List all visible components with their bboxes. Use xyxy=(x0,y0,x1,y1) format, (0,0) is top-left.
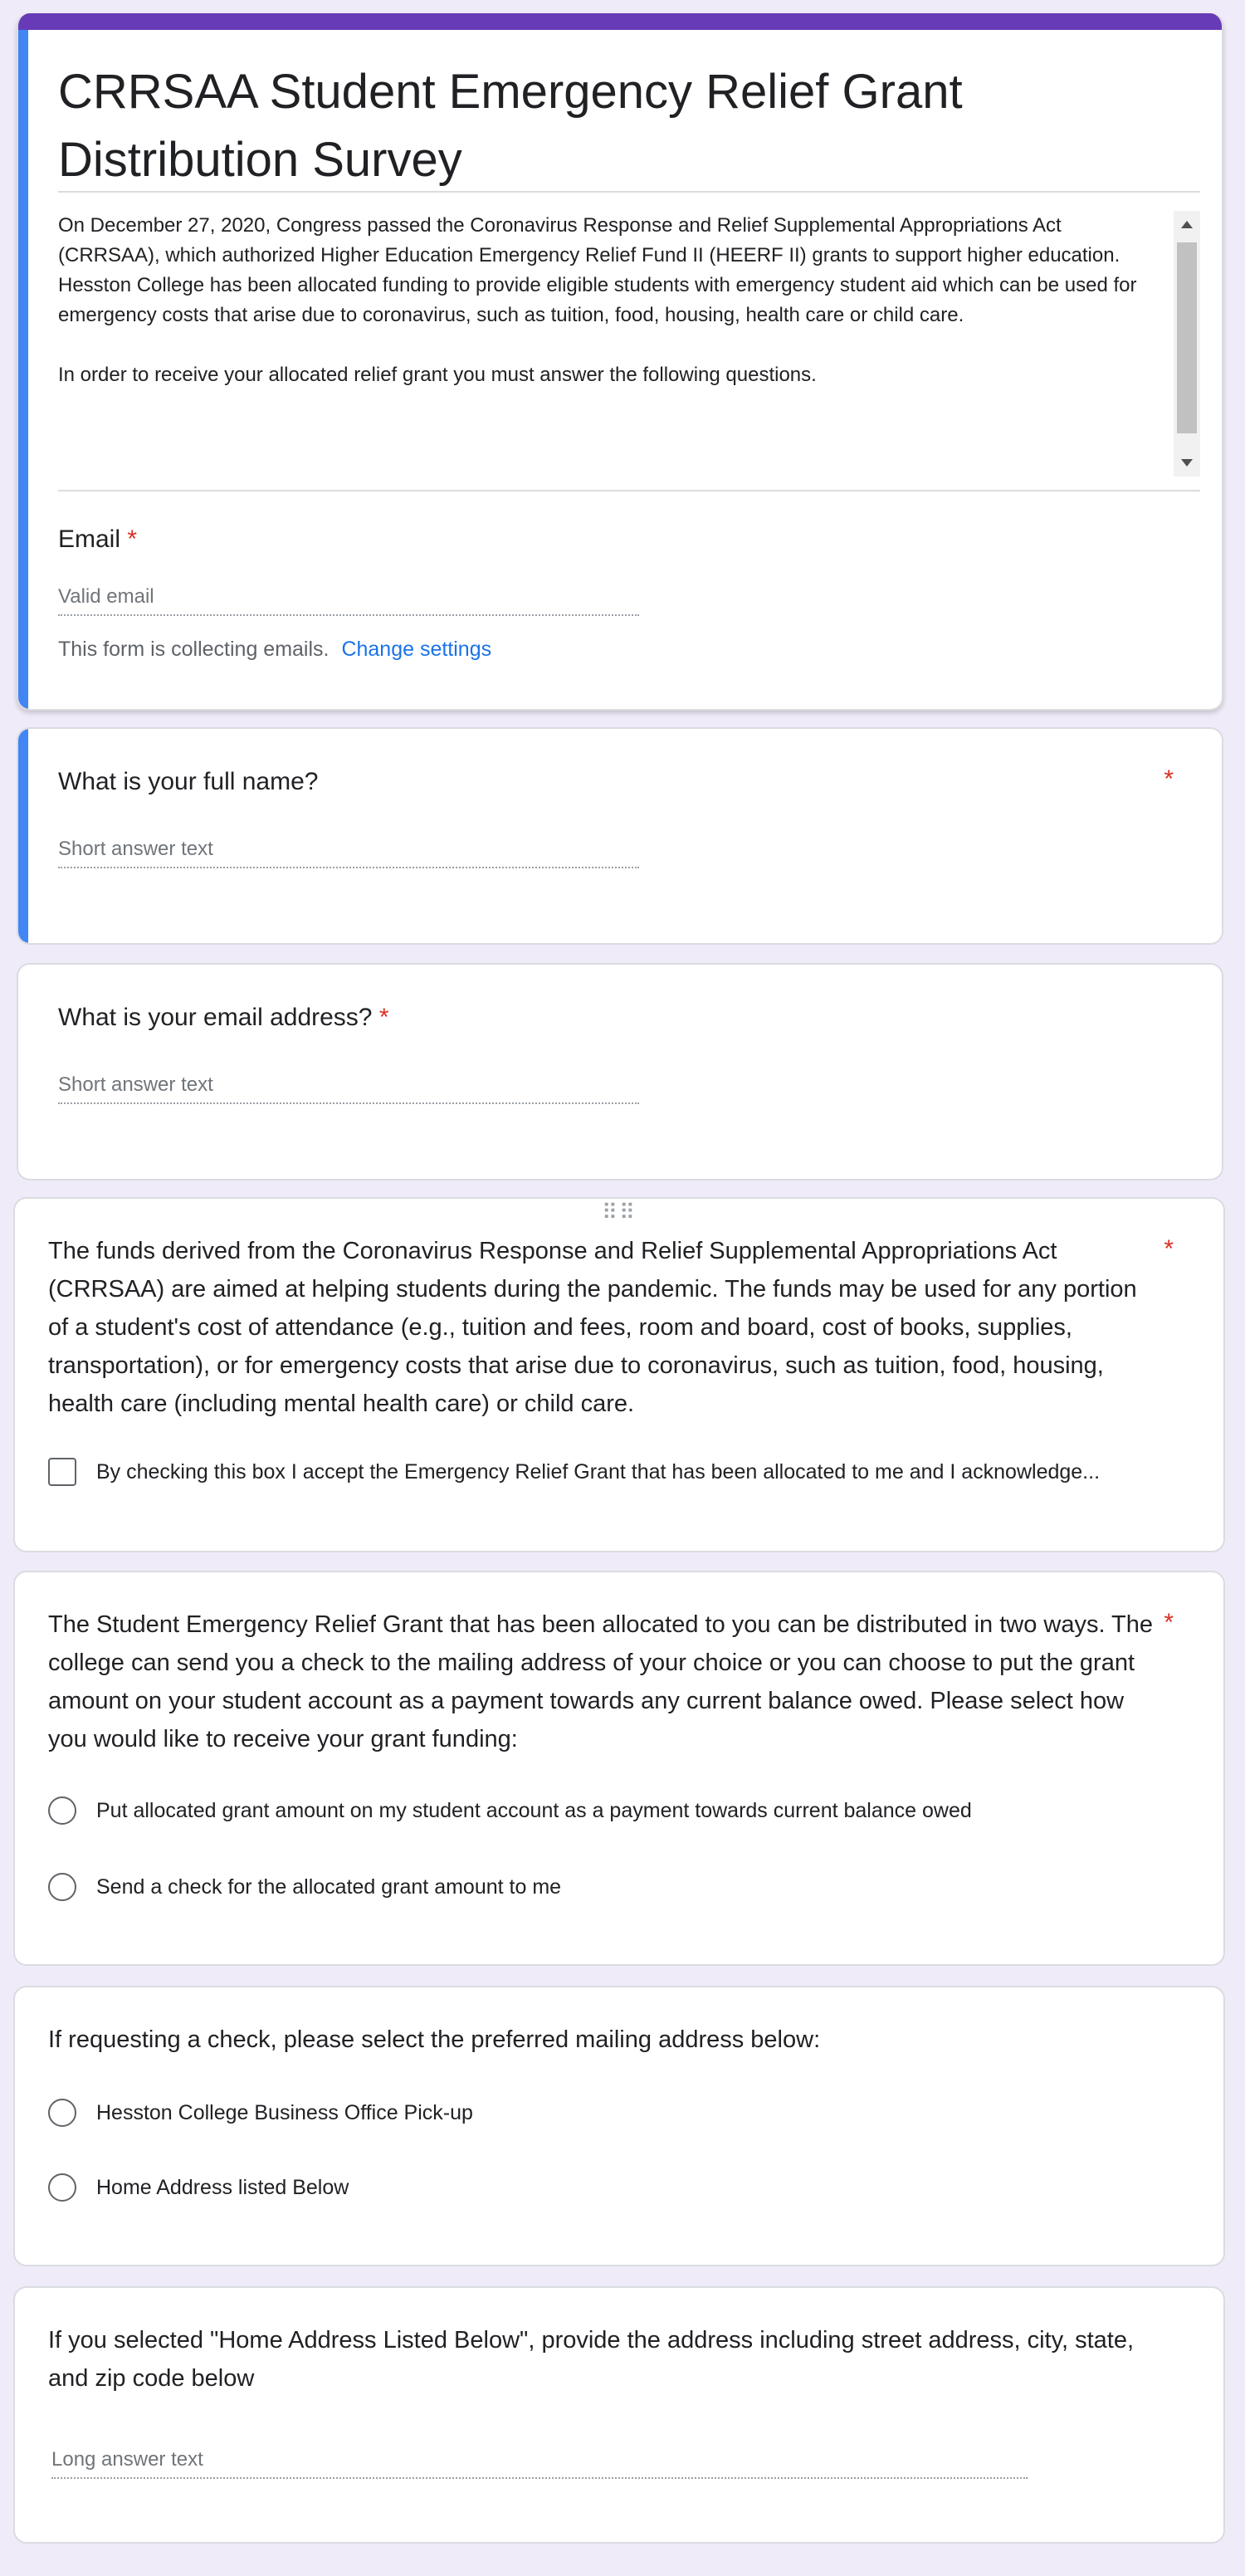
form-title[interactable]: CRRSAA Student Emergency Relief Grant Distribution Survey xyxy=(58,65,963,187)
radio-label: Send a check for the allocated grant amount to me xyxy=(96,1875,562,1899)
email-question-label xyxy=(58,521,137,558)
radio-button[interactable] xyxy=(48,2099,76,2127)
radio-option-send-check[interactable] xyxy=(48,1873,561,1901)
scroll-thumb[interactable] xyxy=(1177,242,1197,433)
question-card-mailing[interactable] xyxy=(13,1986,1225,2266)
radio-option-office-pickup[interactable] xyxy=(48,2099,473,2127)
collecting-emails-note xyxy=(58,638,491,662)
question-text: The funds derived from the Coronavirus Response and Relief Supplemental Appropriations Act (CRRSAA) are aimed at helping students during the pandemic. The funds may be used for any portion of a student's cost of attendance (e.g., tuition and fees, room and board, cost of books, supplies, transportation), or for emergency costs that arise due to coronavirus, such as tuition, food, housing, health care (including mental health care) or child care. xyxy=(48,1238,1137,1417)
radio-option-home-address[interactable] xyxy=(48,2173,349,2202)
question-card-full-name[interactable] xyxy=(17,727,1223,945)
question-card-funds[interactable] xyxy=(13,1197,1225,1552)
required-marker: * xyxy=(1164,1235,1174,1263)
checkbox[interactable] xyxy=(48,1458,76,1486)
radio-option-student-account[interactable] xyxy=(48,1796,972,1825)
full-name-input[interactable]: Short answer text xyxy=(58,837,639,868)
change-settings-link[interactable]: Change settings xyxy=(341,638,492,661)
scroll-up-icon[interactable] xyxy=(1181,221,1193,228)
radio-label: Home Address listed Below xyxy=(96,2175,349,2199)
question-card-email-address[interactable] xyxy=(17,963,1223,1180)
header-accent-bar xyxy=(18,13,1222,30)
title-divider xyxy=(58,191,1200,193)
question-text: If requesting a check, please select the preferred mailing address below: xyxy=(48,2026,821,2053)
description-paragraph: In order to receive your allocated relief grant you must answer the following questions. xyxy=(58,364,817,386)
required-marker: * xyxy=(1164,1609,1174,1636)
question-label: What is your full name? xyxy=(58,768,319,795)
checkbox-label: By checking this box I accept the Emergency Relief Grant that has been allocated to me and I acknowledge... xyxy=(96,1459,1101,1484)
drag-handle-icon[interactable]: ⠿⠿ xyxy=(601,1200,637,1224)
radio-button[interactable] xyxy=(48,1873,76,1901)
radio-button[interactable] xyxy=(48,2173,76,2202)
accept-grant-checkbox-option[interactable] xyxy=(48,1458,1100,1486)
form-description[interactable] xyxy=(58,211,1200,477)
home-address-textarea[interactable]: Long answer text xyxy=(51,2447,1028,2479)
question-text: If you selected "Home Address Listed Below", provide the address including street address, city, state, and zip code below xyxy=(48,2327,1135,2392)
email-field[interactable]: Valid email xyxy=(58,584,639,616)
required-marker: * xyxy=(1164,765,1174,793)
description-scrollbar[interactable] xyxy=(1174,211,1200,477)
radio-label: Hesston College Business Office Pick-up xyxy=(96,2100,473,2124)
collecting-note-text: This form is collecting emails. xyxy=(58,638,330,661)
email-address-input[interactable]: Short answer text xyxy=(58,1073,639,1104)
required-marker: * xyxy=(378,1004,389,1031)
description-paragraph: On December 27, 2020, Congress passed the Coronavirus Response and Relief Supplemental Appropriations Act (CRRSAA), which authorized Higher Education Emergency Relief Fund II (HEERF II) grants to support higher education. Hesston College has been allocated funding to provide eligible students with emergency student aid which can be used for emergency costs that arise due to coronavirus, such as tuition, food, housing, health care or child care. xyxy=(58,214,1137,326)
required-marker: * xyxy=(127,525,138,553)
question-card-home-address[interactable] xyxy=(13,2286,1225,2544)
radio-label: Put allocated grant amount on my student account as a payment towards current balance owed xyxy=(96,1798,972,1822)
question-card-distribution[interactable] xyxy=(13,1571,1225,1966)
form-header-card xyxy=(17,13,1223,711)
scroll-down-icon[interactable] xyxy=(1181,459,1193,467)
radio-button[interactable] xyxy=(48,1796,76,1825)
question-text: The Student Emergency Relief Grant that has been allocated to you can be distributed in two ways. The college can send you a check to the mailing address of your choice or you can choose to put the grant amount on your student account as a payment towards any current balance owed. Please select how you would like to receive your grant funding: xyxy=(48,1611,1154,1752)
question-label-text: What is your email address? xyxy=(58,1004,373,1031)
section-divider xyxy=(58,490,1200,491)
question-label xyxy=(58,1000,389,1036)
email-label-text: Email xyxy=(58,525,121,553)
